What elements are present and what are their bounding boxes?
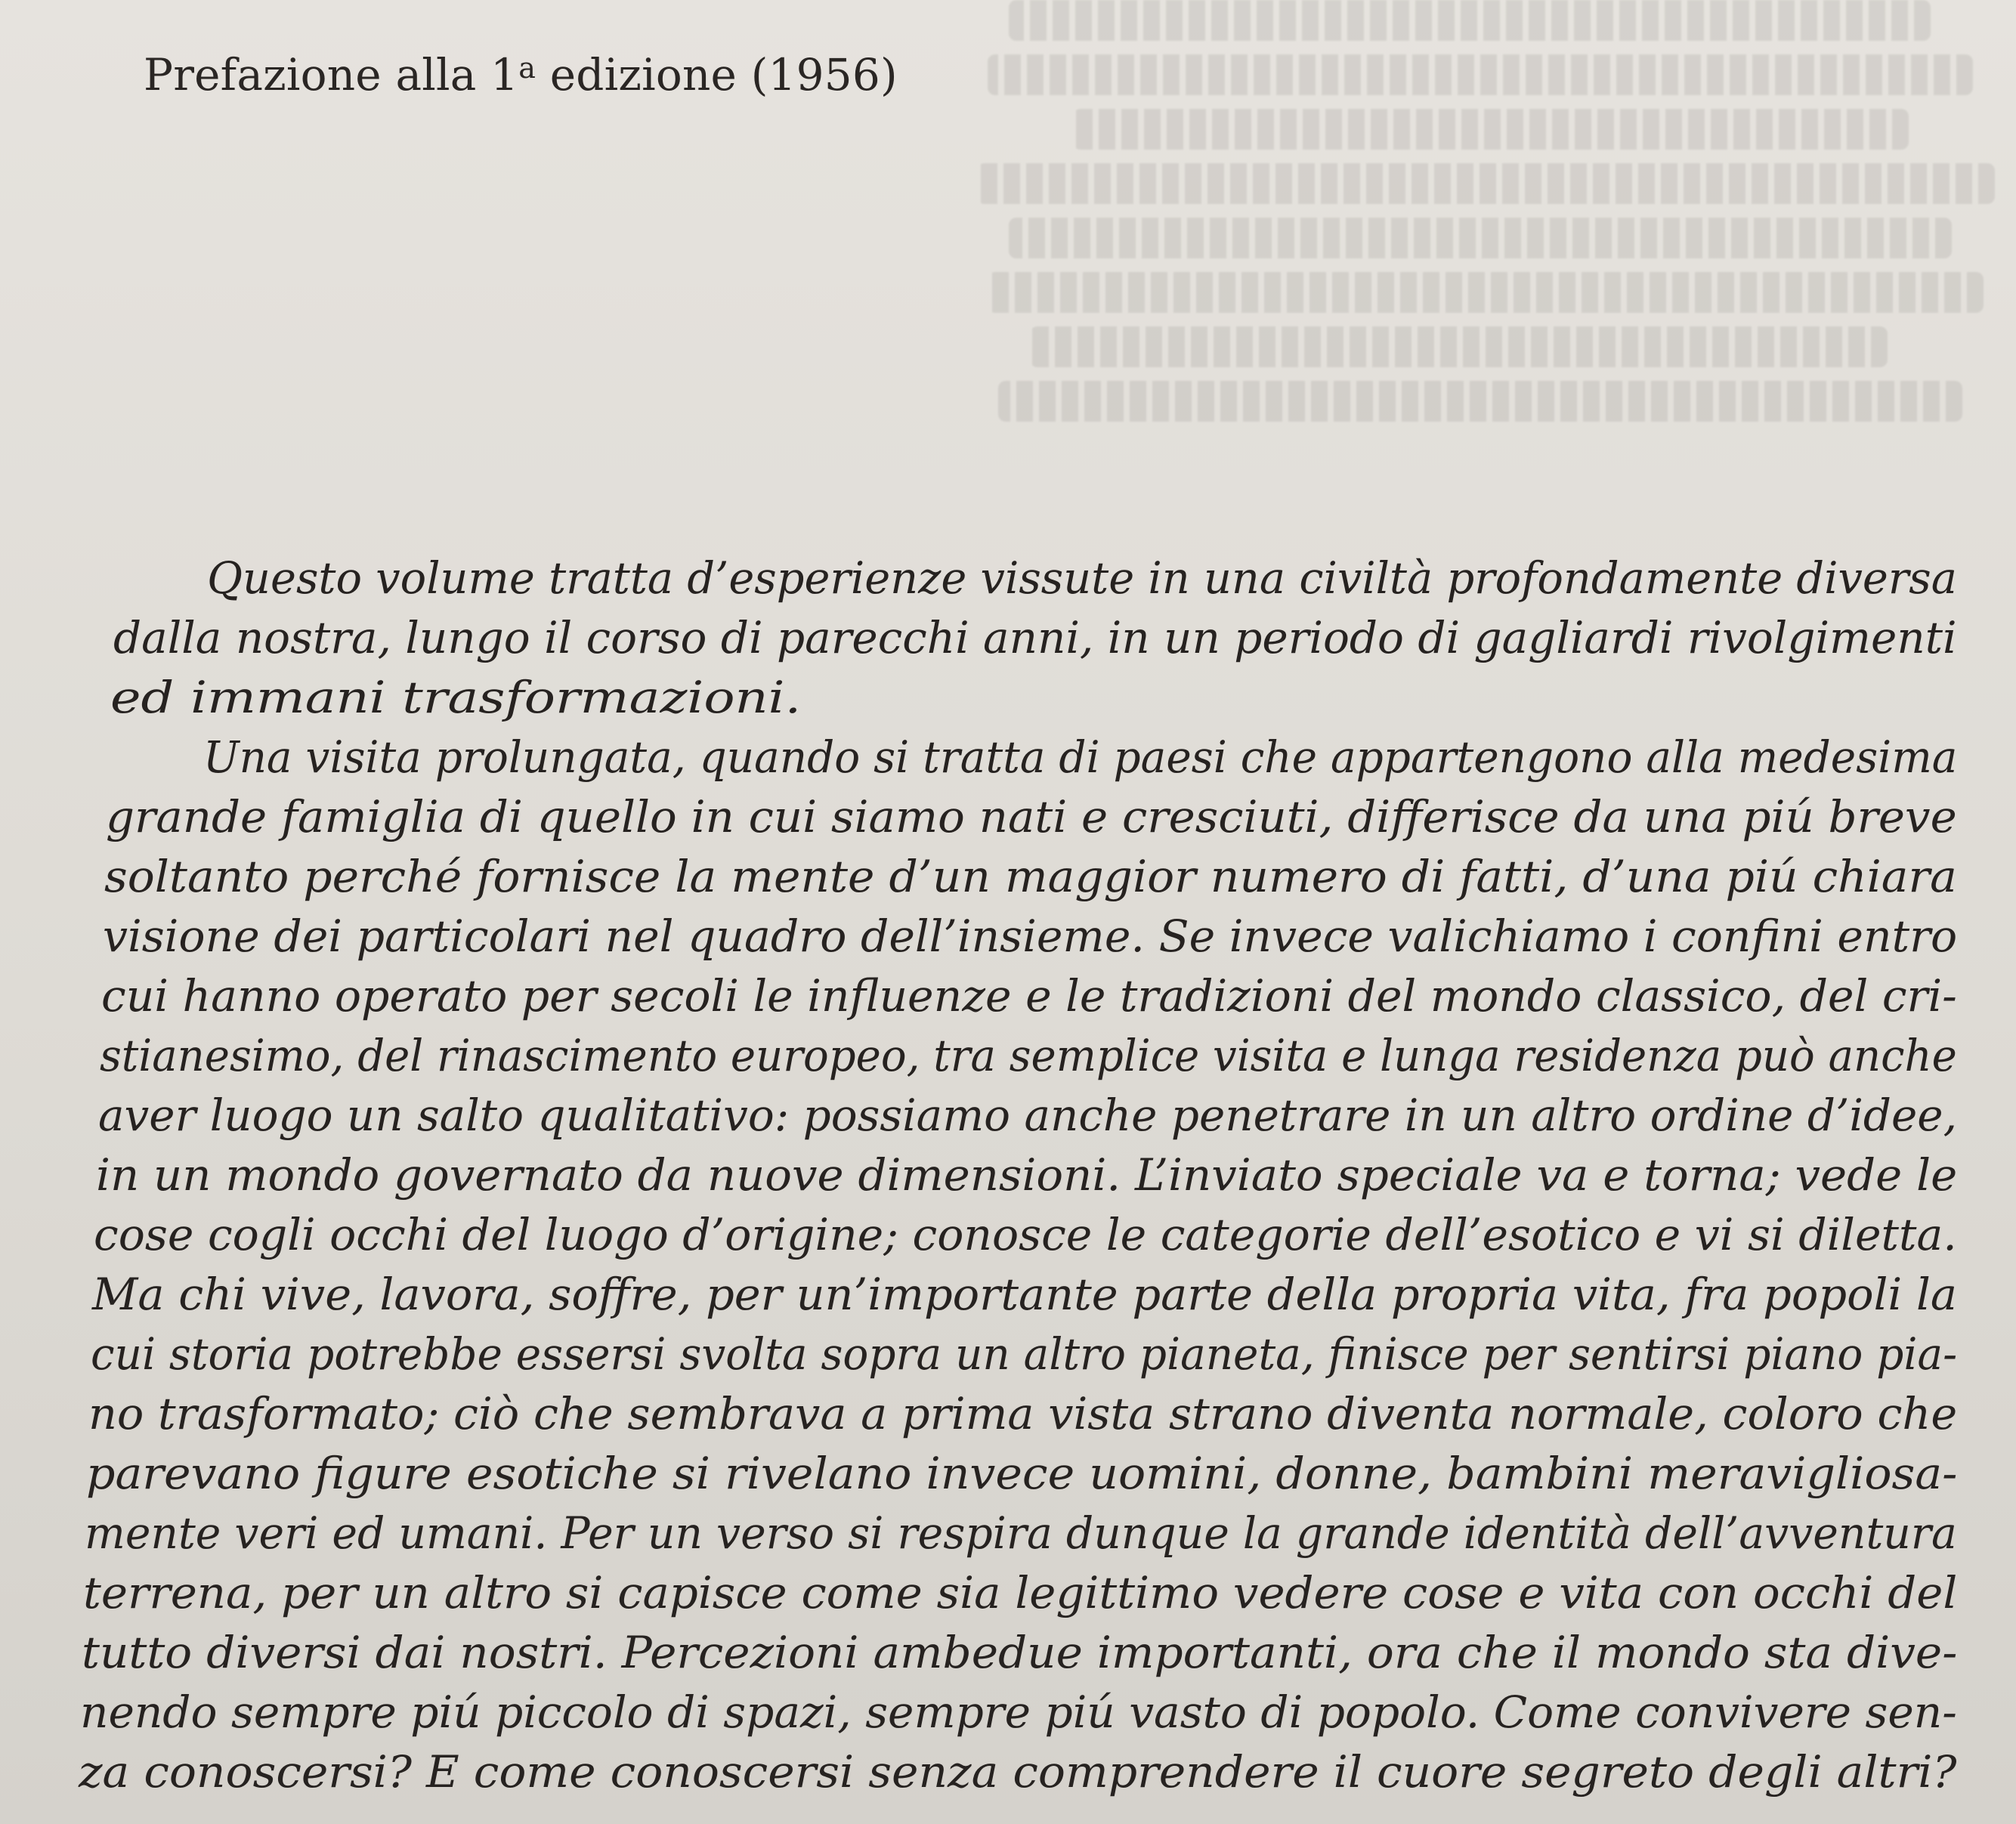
text-line: aver luogo un salto qualitativo: possiamo anche penetrare in un altro ordine d’idee, [98,1090,1958,1141]
show-through-text [945,0,2016,544]
text-line: nendo sempre piú piccolo di spazi, sempre piú vasto di popolo. Come convivere sen- [80,1686,1957,1738]
text-line: visione dei particolari nel quadro dell’insieme. Se invece valichiamo i confini entro [103,910,1958,962]
title-superscript: a [518,51,536,85]
text-line: terrena, per un altro si capisce come sia legittimo vedere cose e vita con occhi del [83,1567,1958,1618]
text-line: in un mondo governato da nuove dimensioni. L’inviato speciale va e torna; vede le [96,1149,1958,1201]
text-line: tutto diversi dai nostri. Percezioni ambedue importanti, ora che il mondo sta dive- [82,1627,1958,1678]
text-line: za conoscersi? E come conoscersi senza comprendere il cuore segreto degli altri? [79,1746,1957,1798]
text-line: mente veri ed umani. Per un verso si respira dunque la grande identità dell’avventura [85,1507,1957,1559]
text-line: Ma chi vive, lavora, soffre, per un’importante parte della propria vita, fra popoli la [92,1269,1958,1320]
page-title [144,49,898,100]
text-line: grande famiglia di quello in cui siamo nati e cresciuti, differisce da una piú breve [106,791,1957,842]
text-line: no trasformato; ciò che sembrava a prima vista strano diventa normale, coloro che [88,1388,1958,1439]
text-line: dalla nostra, lungo il corso di parecchi anni, in un periodo di gagliardi rivolgimenti [113,612,1957,663]
text-line: Una visita prolungata, quando si tratta di paesi che appartengono alla medesima [203,731,1958,783]
text-line: cose cogli occhi del luogo d’origine; conosce le categorie dell’esotico e vi si diletta. [94,1209,1957,1260]
text-line: Questo volume tratta d’esperienze vissute in una civiltà profondamente diversa [207,552,1957,604]
title-suffix: edizione (1956) [536,49,898,100]
text-line: soltanto perché fornisce la mente d’un maggior numero di fatti, d’una piú chiara [104,851,1957,902]
text-line: parevano figure esotiche si rivelano invece uomini, donne, bambini meravigliosa- [86,1448,1958,1499]
text-line: cui storia potrebbe essersi svolta sopra un altro pianeta, finisce per sentirsi piano pia- [91,1328,1958,1380]
text-line: cui hanno operato per secoli le influenze e le tradizioni del mondo classico, del cri- [101,970,1957,1022]
text-line: stianesimo, del rinascimento europeo, tra semplice visita e lunga residenza può anche [100,1030,1957,1081]
text-line: ed immani trasformazioni. [110,672,802,723]
title-prefix: Prefazione alla 1 [144,49,519,100]
